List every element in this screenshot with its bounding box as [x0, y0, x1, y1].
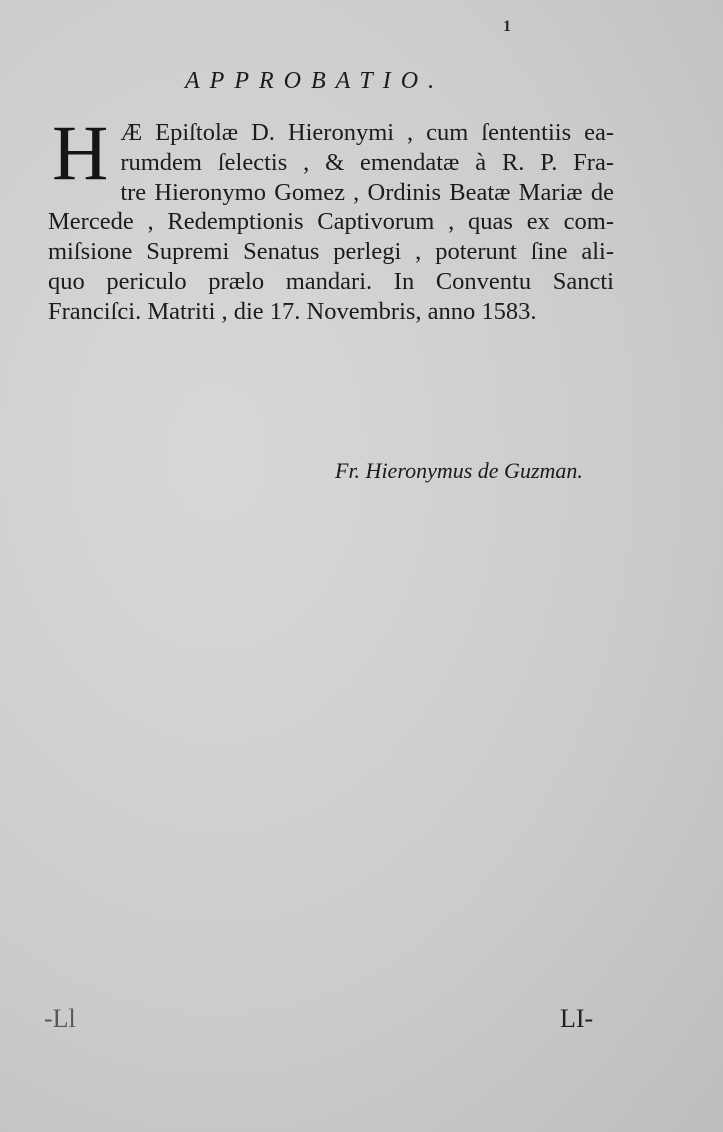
- text-line: rumdem ſelectis , & emendatæ à R. P. Fra-: [120, 148, 614, 176]
- signature-mark-left: -Ll: [44, 1004, 76, 1033]
- text-line: Æ Epiſtolæ D. Hieronymi , cum ſententiis ea-: [120, 119, 614, 146]
- signature: Fr. Hieronymus de Guzman.: [335, 458, 583, 483]
- text-line: miſsione Supremi Senatus perlegi , poterunt ſine ali-: [48, 238, 614, 266]
- text-line: quo periculo prælo mandari. In Conventu Sancti: [48, 267, 614, 295]
- signature-mark-right: LI-: [560, 1004, 594, 1033]
- drop-cap: H: [52, 109, 109, 196]
- page-heading: APPROBATIO.: [185, 68, 445, 94]
- text-line: Franciſci. Matriti , die 17. Novembris, anno 1583.: [48, 297, 537, 325]
- text-line: tre Hieronymo Gomez , Ordinis Beatæ Mariæ de: [120, 178, 614, 206]
- text-line: Mercede , Redemptionis Captivorum , quas ex com-: [48, 208, 614, 236]
- approbation-text: [48, 109, 614, 327]
- page-number: 1: [503, 18, 511, 35]
